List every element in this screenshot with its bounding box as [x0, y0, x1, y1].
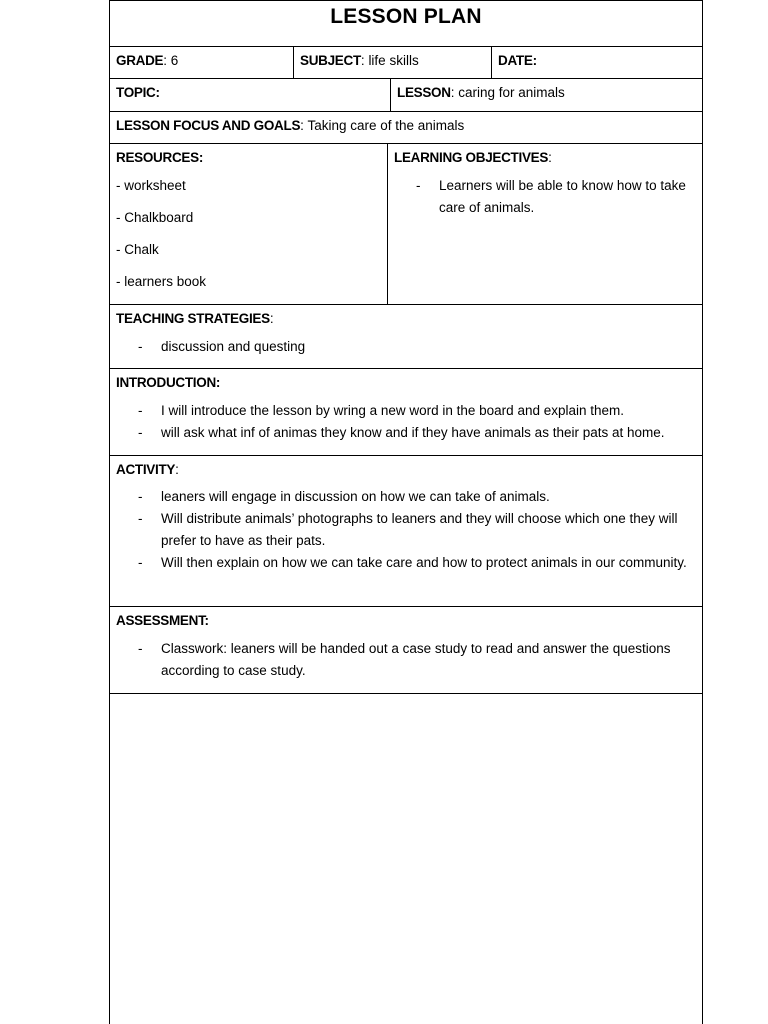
activity-label: ACTIVITY: [116, 462, 176, 477]
subject-label: SUBJECT: [300, 53, 361, 68]
strategies-label: TEACHING STRATEGIES: [116, 311, 270, 326]
topic-cell: TOPIC:: [116, 85, 160, 100]
list-item: - Classwork: leaners will be handed out a case study to read and answer the questions according to case study.: [138, 641, 671, 678]
resource-item: - worksheet: [116, 178, 186, 193]
assessment-row: [110, 606, 702, 694]
page-title: LESSON PLAN: [330, 5, 482, 28]
introduction-text: will ask what inf of animas they know and if they have animals as their pats at home.: [161, 425, 665, 440]
list-item: - I will introduce the lesson by wring a new word in the board and explain them.: [138, 403, 625, 418]
introduction-text: I will introduce the lesson by wring a new word in the board and explain them.: [161, 403, 625, 418]
resource-item: - learners book: [116, 274, 207, 289]
focus-label: LESSON FOCUS AND GOALS: [116, 118, 301, 133]
strategies-row: [110, 304, 702, 369]
list-item: - Learners will be able to know how to take care of animals.: [416, 178, 686, 215]
resources-objectives-row: [110, 143, 702, 305]
list-item: - Will then explain on how we can take care and how to protect animals in our community.: [138, 555, 687, 570]
list-item: - leaners will engage in discussion on how we can take of animals.: [138, 489, 550, 504]
date-label: DATE: [498, 53, 533, 68]
objectives-list: [388, 175, 702, 219]
activity-cell: ACTIVITY:: [116, 462, 179, 477]
lesson-plan-sheet: [109, 0, 703, 1024]
strategies-list: [110, 336, 702, 358]
strategy-text: discussion and questing: [161, 339, 306, 354]
date-cell: DATE:: [491, 47, 702, 78]
list-item: - Will distribute animals’ photographs to leaners and they will choose which one they will prefer to have as their pats.: [138, 511, 678, 548]
lesson-cell: LESSON: caring for animals: [390, 79, 702, 111]
activity-list: [110, 486, 702, 574]
focus-row: [110, 111, 702, 144]
resources-cell: [110, 144, 387, 305]
assessment-label: ASSESSMENT:: [116, 613, 209, 628]
grade-cell: GRADE: 6: [116, 53, 179, 68]
grade-label: GRADE: [116, 53, 164, 68]
resource-item: - Chalk: [116, 242, 159, 257]
list-item: - discussion and questing: [138, 339, 306, 354]
lesson-label: LESSON: [397, 85, 451, 100]
title-row: [110, 0, 702, 46]
objectives-label: LEARNING OBJECTIVES: [394, 150, 549, 165]
assessment-text: Classwork: leaners will be handed out a case study to read and answer the questions according to case study.: [161, 641, 671, 678]
blank-area: [110, 694, 702, 1024]
grade-subject-date-row: [110, 46, 702, 78]
activity-row: [110, 455, 702, 607]
subject-cell: SUBJECT: life skills: [293, 47, 492, 78]
activity-text: Will distribute animals’ photographs to leaners and they will choose which one they will prefer to have as their pats.: [161, 511, 678, 548]
strategies-cell: TEACHING STRATEGIES:: [116, 311, 274, 326]
list-item: - will ask what inf of animas they know and if they have animals as their pats at home.: [138, 425, 665, 440]
grade-value: 6: [170, 53, 179, 68]
activity-text: Will then explain on how we can take care and how to protect animals in our community.: [161, 555, 687, 570]
topic-label: TOPIC: [116, 85, 156, 100]
focus-cell: LESSON FOCUS AND GOALS: Taking care of the animals: [116, 118, 465, 133]
focus-value: Taking care of the animals: [307, 118, 465, 133]
introduction-row: [110, 368, 702, 456]
objectives-cell: LEARNING OBJECTIVES: - Learners will be able to know how to take care of animals.: [387, 144, 702, 305]
objective-text: Learners will be able to know how to take care of animals.: [439, 178, 686, 215]
subject-value: life skills: [368, 53, 419, 68]
resources-label: RESOURCES:: [116, 150, 204, 165]
introduction-label: INTRODUCTION:: [116, 375, 221, 390]
assessment-list: [110, 638, 702, 682]
activity-text: leaners will engage in discussion on how we can take of animals.: [161, 489, 550, 504]
resource-item: - Chalkboard: [116, 210, 194, 225]
topic-lesson-row: [110, 78, 702, 111]
lesson-value: caring for animals: [458, 85, 565, 100]
introduction-list: [110, 400, 702, 444]
